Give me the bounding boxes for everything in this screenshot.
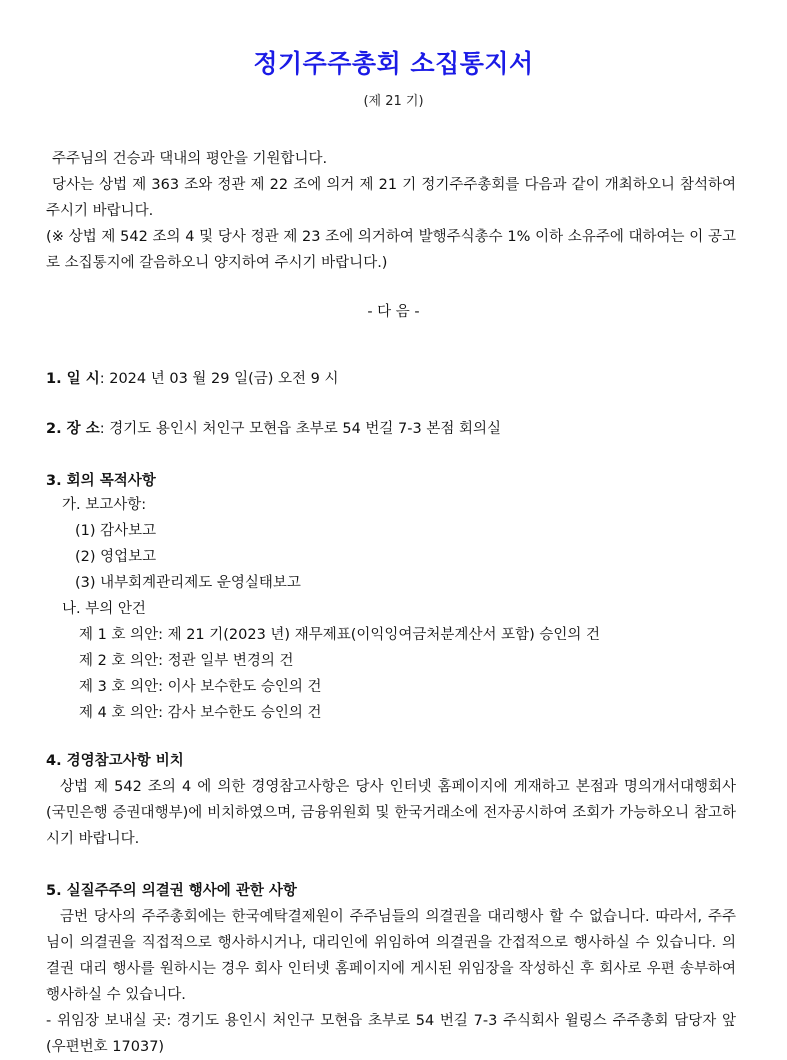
- agenda-heading: 3. 회의 목적사항: [46, 473, 156, 489]
- report-item: (1) 감사보고: [75, 523, 157, 539]
- place-label: 2. 장 소: [46, 421, 100, 437]
- resolution-item: 제 3 호 의안: 이사 보수한도 승인의 건: [79, 679, 322, 695]
- session-number: (제 21 기): [363, 94, 424, 109]
- resolution-item: 제 1 호 의안: 제 21 기(2023 년) 재무제표(이익잉여금처분계산서 포함) 승인의 건: [79, 627, 600, 643]
- section5-address: - 위임장 보내실 곳: 경기도 용인시 처인구 모현읍 초부로 54 번길 7-3 주식회사 윌링스 주주총회 담당자 앞 (우편번호 17037): [46, 1013, 736, 1055]
- section5-heading: 5. 실질주주의 의결권 행사에 관한 사항: [46, 883, 297, 899]
- intro-text: 당사는 상법 제 363 조와 정관 제 22 조에 의거 제 21 기 정기주주총회를 다음과 같이 개최하오니 참석하여 주시기 바랍니다.: [46, 177, 736, 219]
- resolution-heading: 나. 부의 안건: [62, 601, 146, 617]
- document-title: 정기주주총회 소집통지서: [253, 49, 534, 78]
- section4-body: 상법 제 542 조의 4 에 의한 경영참고사항은 당사 인터넷 홈페이지에 게재하고 본점과 명의개서대행회사(국민은행 증권대행부)에 비치하였으며, 금융위원회 및 한국거래소에 전자공시하여 조회가 가능하오니 참고하시기 바랍니다.: [46, 779, 736, 847]
- greeting-text: 주주님의 건승과 댁내의 평안을 기원합니다.: [52, 151, 328, 167]
- place-row: [46, 416, 501, 442]
- report-item: (2) 영업보고: [75, 549, 157, 565]
- date-row: [46, 366, 338, 392]
- date-label: 1. 일 시: [46, 371, 100, 387]
- section4-heading: 4. 경영참고사항 비치: [46, 753, 184, 769]
- date-value: : 2024 년 03 월 29 일(금) 오전 9 시: [99, 371, 339, 387]
- divider-heading: - 다 음 -: [367, 304, 420, 320]
- section5-body: 금번 당사의 주주총회에는 한국예탁결제원이 주주님들의 의결권을 대리행사 할 수 없습니다. 따라서, 주주님이 의결권을 직접적으로 행사하시거나, 대리인에 위임하여 의결권을 간접적으로 행사하실 수 있습니다. 의결권 대리 행사를 원하시는 경우 회사 인터넷 홈페이지에 게시된 위임장을 작성하신 후 회사로 우편 송부하여 행사하실 수 있습니다.: [46, 909, 736, 1003]
- resolution-item: 제 2 호 의안: 정관 일부 변경의 건: [79, 653, 294, 669]
- report-heading: 가. 보고사항:: [62, 497, 147, 513]
- report-item: (3) 내부회계관리제도 운영실태보고: [75, 575, 301, 591]
- place-value: : 경기도 용인시 처인구 모현읍 초부로 54 번길 7-3 본점 회의실: [99, 421, 501, 437]
- notice-text: (※ 상법 제 542 조의 4 및 당사 정관 제 23 조에 의거하여 발행주식총수 1% 이하 소유주에 대하여는 이 공고로 소집통지에 갈음하오니 양지하여 주시기 바랍니다.): [46, 229, 736, 271]
- resolution-item: 제 4 호 의안: 감사 보수한도 승인의 건: [79, 705, 322, 721]
